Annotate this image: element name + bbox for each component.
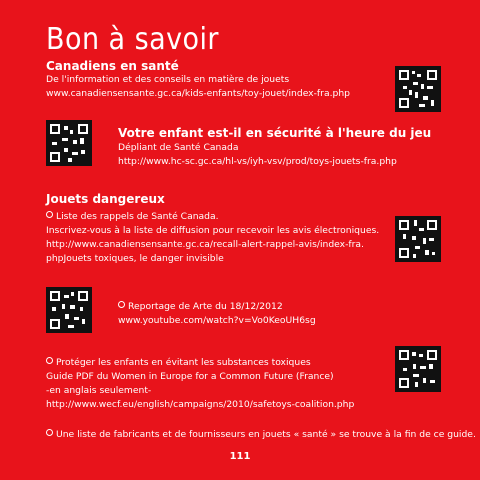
qr-code-wecf[interactable] [395,346,441,392]
section-heading-jouets-dangereux: Jouets dangereux [46,192,165,206]
section3-bullet-item [46,210,219,224]
section3-link[interactable]: http://www.canadiensensante.gc.ca/recall-alert-rappel-avis/index-fra. [46,239,364,250]
qr-code-reportage-arte[interactable] [46,287,92,333]
section5-line2: Guide PDF du Women in Europe for a Common Future (France) [46,371,334,382]
section3-line1: Liste des rappels de Santé Canada. [56,211,219,222]
section5-line3: -en anglais seulement- [46,385,152,396]
section-heading-securite-jeu: Votre enfant est-il en sécurité à l'heure du jeu [118,126,432,140]
qr-code-rappels[interactable] [395,216,441,262]
section1-link[interactable]: www.canadiensensante.gc.ca/kids-enfants/toy-jouet/index-fra.php [46,88,350,99]
qr-code-canadiens-en-sante[interactable] [395,66,441,112]
section4-bullet-item [118,300,283,314]
section-heading-canadiens-en-sante: Canadiens en santé [46,59,179,73]
qr-code-icon [395,216,441,262]
page-number: 111 [229,451,251,462]
section2-description: Dépliant de Santé Canada [118,142,239,153]
section5-line1: Protéger les enfants en évitant les substances toxiques [56,357,311,368]
page-title: Bon à savoir [46,22,219,57]
bullet-icon [46,357,53,364]
section4-line1: Reportage de Arte du 18/12/2012 [128,301,283,312]
section3-line4: phpJouets toxiques, le danger invisible [46,253,224,264]
qr-code-icon [46,287,92,333]
qr-code-icon [395,346,441,392]
section2-link[interactable]: http://www.hc-sc.gc.ca/hl-vs/iyh-vsv/prod/toys-jouets-fra.php [118,156,397,167]
section5-bullet-item [46,356,311,370]
section6-bullet-item [46,428,476,442]
bullet-icon [46,429,53,436]
qr-code-icon [46,120,92,166]
bullet-icon [118,301,125,308]
section1-description: De l'information et des conseils en matière de jouets [46,74,290,85]
qr-code-securite-jeu[interactable] [46,120,92,166]
section6-line1: Une liste de fabricants et de fournisseurs en jouets « santé » se trouve à la fin de ce guide. [56,429,476,440]
section3-line2: Inscrivez-vous à la liste de diffusion pour recevoir les avis électroniques. [46,225,380,236]
bullet-icon [46,211,53,218]
section5-link[interactable]: http://www.wecf.eu/english/campaigns/2010/safetoys-coalition.php [46,399,355,410]
qr-code-icon [395,66,441,112]
section4-link[interactable]: www.youtube.com/watch?v=Vo0KeoUH6sg [118,315,316,326]
